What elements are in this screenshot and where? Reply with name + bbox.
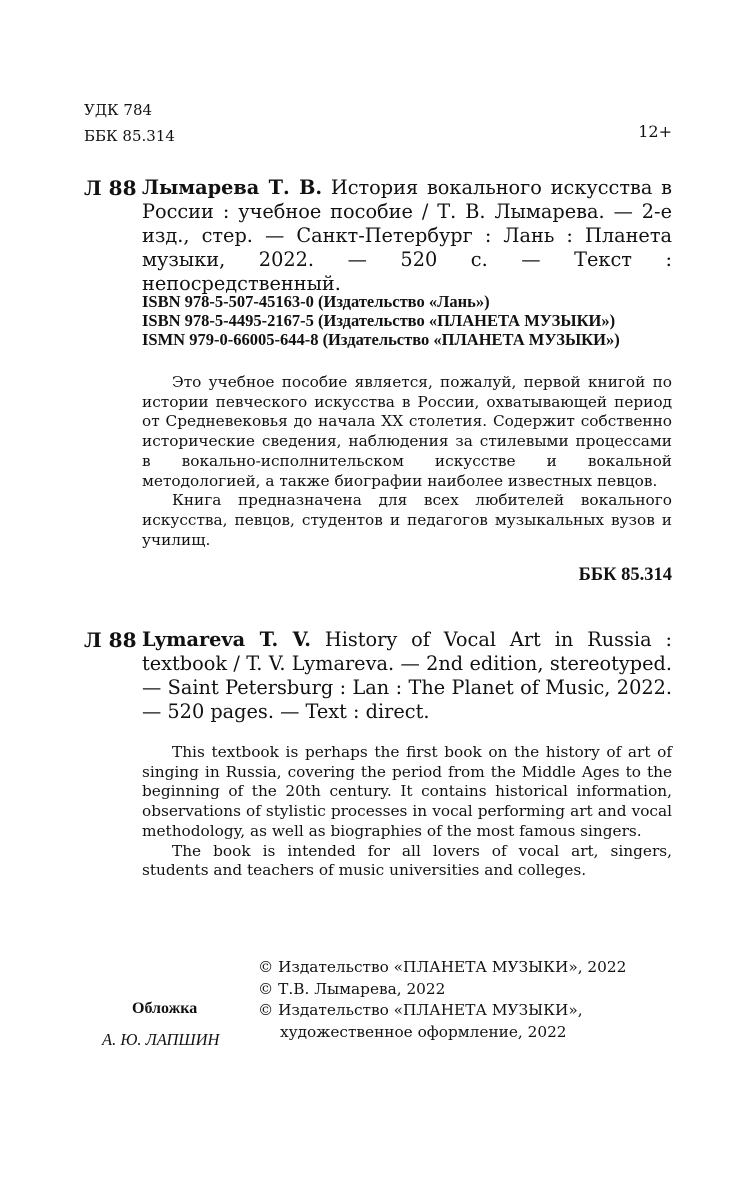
abstract-en-paragraph: The book is intended for all lovers of vocal art, singers, students and teachers of music universities and colleges. [142, 841, 672, 880]
catalog-code-en: Л 88 [84, 628, 137, 652]
age-rating: 12+ [638, 122, 672, 141]
abstract-ru-paragraph: Книга предназначена для всех любителей вокального искусства, певцов, студентов и педагогов музыкальных вузов и училищ. [142, 491, 672, 549]
description-ru: История вокального искусства в России : учебное пособие / Т. В. Лымарева. — 2-е изд., стер. — Санкт-Петербург : Лань : Планета музыки, 2022. — 520 с. — Текст : непосредственный. [142, 176, 672, 295]
isbn-block [142, 292, 682, 349]
cover-label: Обложка [132, 1000, 198, 1017]
abstract-ru [142, 373, 672, 550]
udk-code: УДК 784 [84, 101, 153, 119]
bbk-code: ББК 85.314 [84, 127, 175, 145]
cover-artist: А. Ю. ЛАПШИН [102, 1030, 220, 1049]
catalog-code-ru: Л 88 [84, 176, 137, 200]
description-en: History of Vocal Art in Russia : textbook / T. V. Lymareva. — 2nd edition, stereotyped. — Saint Petersburg : Lan : The Planet of Music, 2022. — 520 pages. — Text : direct. [142, 628, 672, 723]
abstract-ru-paragraph: Это учебное пособие является, пожалуй, первой книгой по истории певческого искусства в России, охватывающей период от Средневековья до начала XX столетия. Содержит собственно исторические сведения, наблюдения за стилевыми процессами в вокально-исполнительском искусстве и вокальной методологией, а также биографии наиболее известных певцов. [142, 373, 672, 490]
isbn-planeta: ISBN 978-5-4495-2167-5 (Издательство «ПЛАНЕТА МУЗЫКИ») [142, 311, 616, 330]
bbk-code-bottom: ББК 85.314 [578, 565, 672, 585]
bibliographic-entry-en [142, 628, 672, 724]
ismn-planeta: ISMN 979-0-66005-644-8 (Издательство «ПЛАНЕТА МУЗЫКИ») [142, 330, 620, 349]
copyright-author: © Т.В. Лымарева, 2022 [258, 979, 446, 998]
abstract-en-paragraph: This textbook is perhaps the first book on the history of art of singing in Russia, covering the period from the Middle Ages to the beginning of the 20th century. It contains historical information, observations of stylistic processes in vocal performing art and vocal methodology, as well as biographies of the most famous singers. [142, 743, 672, 840]
abstract-en [142, 743, 672, 881]
bibliographic-entry-ru [142, 176, 672, 296]
copyright-design: © Издательство «ПЛАНЕТА МУЗЫКИ», художественное оформление, 2022 [258, 1001, 583, 1041]
author-en: Lymareva T. V. [142, 628, 311, 651]
author-ru: Лымарева Т. В. [142, 176, 323, 199]
classification-codes [84, 97, 175, 149]
copyright-publisher: © Издательство «ПЛАНЕТА МУЗЫКИ», 2022 [258, 958, 627, 976]
copyright-block [258, 957, 678, 1043]
isbn-lan: ISBN 978-5-507-45163-0 (Издательство «Лань») [142, 292, 490, 311]
